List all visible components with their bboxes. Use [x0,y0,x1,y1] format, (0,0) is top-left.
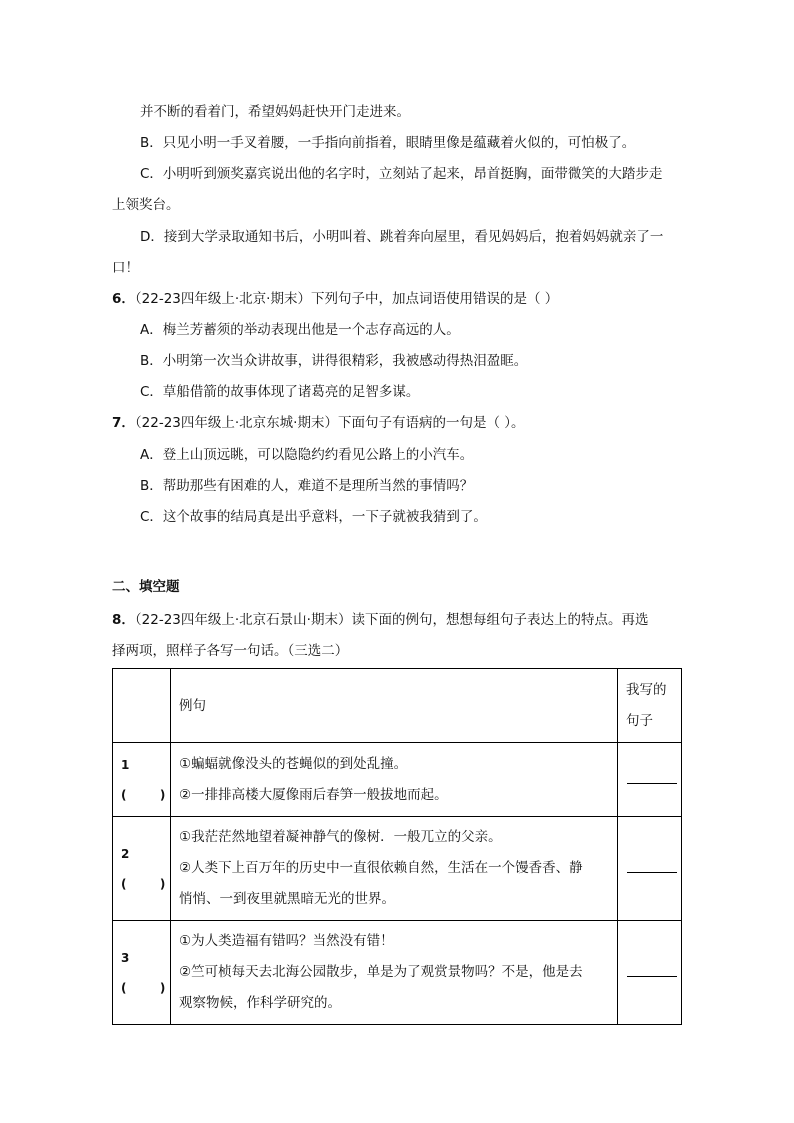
q6-number: 6． [112,291,135,307]
row-answer-paren[interactable]: ( ) [121,876,166,891]
q8-stem-line2: 择两项，照样子各写一句话。（三选二） [112,643,349,659]
q6-option-b: B．小明第一次当众讲故事，讲得很精彩，我被感动得热泪盈眶。 [140,353,528,369]
row-answer-cell[interactable] [618,921,682,1025]
example-sentence: ②竺可桢每天去北海公园散步，单是为了观赏景物吗？不是，他是去 [179,964,583,980]
example-sentence: 观察物候，作科学研究的。 [179,995,341,1011]
row-example-cell [171,921,618,1025]
row-example-cell [171,817,618,921]
row-number-cell [113,743,171,817]
table-row [113,921,682,1025]
q7-option-b: B．帮助那些有困难的人，难道不是理所当然的事情吗？ [140,478,474,494]
header-mine-label-line2: 句子 [626,712,653,729]
q6-option-c: C．草船借箭的故事体现了诸葛亮的足智多谋。 [140,384,420,400]
q8-number: 8． [112,612,135,628]
answer-blank[interactable] [627,771,677,784]
header-mine-label-line1: 我写的 [626,681,667,698]
table-row [113,817,682,921]
example-sentence: ①蝙蝠就像没头的苍蝇似的到处乱撞。 [179,755,408,772]
row-example-cell [171,743,618,817]
example-sentences-table [112,668,682,1025]
row-answer-paren[interactable]: ( ) [121,980,166,995]
answer-blank[interactable] [627,860,677,873]
example-sentence: 悄悄、一到夜里就黑暗无光的世界。 [179,891,395,907]
table-row [113,743,682,817]
example-sentence: ①我茫茫然地望着凝神静气的像树．一般兀立的父亲。 [179,829,502,845]
row-number-cell [113,817,171,921]
q6-option-a: A．梅兰芳蓄须的举动表现出他是一个志存高远的人。 [140,322,460,338]
q8-stem-text: （22-23四年级上·北京石景山·期末）读下面的例句，想想每组句子表达上的特点。再选 [134,612,649,628]
q5-option-c-line1: C．小明听到颁奖嘉宾说出他的名字时，立刻站了起来，昂首挺胸，面带微笑的大踏步走 [140,166,663,182]
header-example-label: 例句 [179,697,206,714]
q7-stem [112,413,525,433]
q7-number: 7． [112,415,135,431]
q7-option-c: C．这个故事的结局真是出乎意料，一下子就被我猜到了。 [140,509,487,525]
q5-option-c-line2: 上领奖台。 [112,197,180,213]
header-blank-cell [113,669,171,743]
header-mine-cell [618,669,682,743]
q7-option-a: A．登上山顶远眺，可以隐隐约约看见公路上的小汽车。 [140,447,474,463]
q5-option-d-line2: 口！ [112,260,139,276]
row-number: 3 [121,950,130,965]
row-answer-cell[interactable] [618,817,682,921]
q6-stem [112,289,558,309]
example-sentence: ①为人类造福有错吗？当然没有错！ [179,933,394,949]
example-sentence: ②一排排高楼大厦像雨后春笋一般拔地而起。 [179,786,448,803]
q5-option-a-continued: 并不断的看着门，希望妈妈赶快开门走进来。 [140,104,410,120]
header-example-cell [171,669,618,743]
example-sentence: ②人类下上百万年的历史中一直很依赖自然，生活在一个馒香香、静 [179,860,583,876]
row-number-cell [113,921,171,1025]
row-answer-cell[interactable] [618,743,682,817]
section-title-fill-in: 二、填空题 [112,579,180,595]
q5-option-d-line1: D．接到大学录取通知书后，小明叫着、跳着奔向屋里，看见妈妈后，抱着妈妈就亲了一 [140,229,664,245]
row-answer-paren[interactable]: ( ) [121,787,166,802]
row-number: 1 [121,757,130,772]
q8-stem-line1 [112,610,648,630]
row-number: 2 [121,846,130,861]
q6-stem-text: （22-23四年级上·北京·期末）下列句子中，加点词语使用错误的是（ ） [134,291,559,307]
table-header-row [113,669,682,743]
q7-stem-text: （22-23四年级上·北京东城·期末）下面句子有语病的一句是（ ）。 [134,415,525,431]
answer-blank[interactable] [627,964,677,977]
q5-option-b: B．只见小明一手叉着腰，一手指向前指着，眼睛里像是蕴藏着火似的，可怕极了。 [140,135,636,151]
